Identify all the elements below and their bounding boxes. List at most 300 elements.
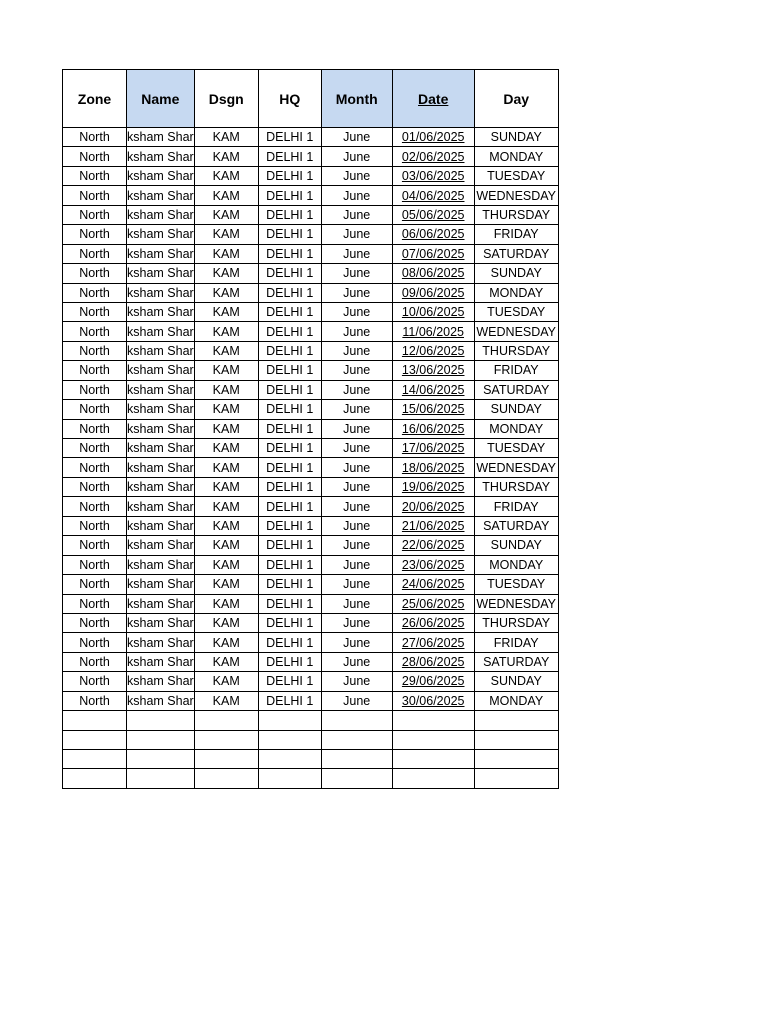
cell-dsgn[interactable]: KAM [194, 205, 258, 224]
cell-hq[interactable]: DELHI 1 [258, 497, 321, 516]
cell-name[interactable] [127, 672, 195, 691]
cell-day[interactable]: TUESDAY [474, 575, 558, 594]
cell-day[interactable]: SUNDAY [474, 536, 558, 555]
cell-date-text: 26/06/2025 [401, 616, 465, 631]
cell-day[interactable] [474, 711, 558, 730]
cell-date-text: 02/06/2025 [401, 149, 465, 164]
cell-day[interactable]: THURSDAY [474, 341, 558, 360]
cell-zone[interactable]: North [63, 166, 127, 185]
cell-date-text: 28/06/2025 [401, 655, 465, 670]
cell-day[interactable] [474, 769, 558, 788]
cell-hq[interactable] [258, 730, 321, 749]
cell-date-text: 24/06/2025 [401, 577, 465, 592]
cell-day[interactable]: FRIDAY [474, 497, 558, 516]
table-row [63, 400, 559, 419]
cell-day[interactable]: WEDNESDAY [474, 458, 558, 477]
header-zone[interactable]: Zone [63, 70, 127, 128]
cell-month[interactable]: June [321, 400, 392, 419]
cell-month[interactable]: June [321, 516, 392, 535]
cell-dsgn[interactable]: KAM [194, 672, 258, 691]
cell-hq[interactable]: DELHI 1 [258, 361, 321, 380]
cell-hq[interactable] [258, 750, 321, 769]
table-row [63, 341, 559, 360]
cell-name-text: ksham Shar [127, 402, 194, 417]
cell-day[interactable]: FRIDAY [474, 225, 558, 244]
cell-zone[interactable]: North [63, 186, 127, 205]
table-row [63, 302, 559, 321]
cell-zone[interactable]: North [63, 555, 127, 574]
cell-zone[interactable]: North [63, 594, 127, 613]
cell-zone[interactable]: North [63, 264, 127, 283]
cell-date-text: 20/06/2025 [401, 499, 465, 514]
cell-name[interactable] [127, 555, 195, 574]
cell-date[interactable] [392, 633, 474, 652]
cell-date[interactable] [392, 672, 474, 691]
cell-date[interactable] [392, 750, 474, 769]
cell-month[interactable]: June [321, 439, 392, 458]
cell-hq[interactable]: DELHI 1 [258, 225, 321, 244]
cell-zone[interactable]: North [63, 575, 127, 594]
cell-zone[interactable] [63, 730, 127, 749]
cell-dsgn[interactable]: KAM [194, 575, 258, 594]
cell-name[interactable] [127, 594, 195, 613]
cell-name[interactable] [127, 497, 195, 516]
spreadsheet-sheet [62, 69, 559, 789]
cell-hq[interactable]: DELHI 1 [258, 400, 321, 419]
cell-month[interactable]: June [321, 691, 392, 710]
cell-name[interactable] [127, 244, 195, 263]
cell-zone[interactable] [63, 711, 127, 730]
cell-hq[interactable]: DELHI 1 [258, 302, 321, 321]
cell-hq[interactable]: DELHI 1 [258, 477, 321, 496]
cell-date-text: 10/06/2025 [401, 305, 465, 320]
cell-month[interactable]: June [321, 594, 392, 613]
cell-day[interactable]: TUESDAY [474, 166, 558, 185]
cell-date-text: 03/06/2025 [401, 169, 465, 184]
cell-date[interactable] [392, 769, 474, 788]
cell-day[interactable]: SATURDAY [474, 380, 558, 399]
cell-date[interactable] [392, 419, 474, 438]
cell-date[interactable] [392, 302, 474, 321]
cell-hq[interactable]: DELHI 1 [258, 575, 321, 594]
cell-zone[interactable]: North [63, 672, 127, 691]
cell-zone[interactable]: North [63, 477, 127, 496]
cell-name[interactable] [127, 361, 195, 380]
cell-day[interactable]: WEDNESDAY [474, 594, 558, 613]
cell-date[interactable] [392, 380, 474, 399]
cell-dsgn[interactable]: KAM [194, 400, 258, 419]
cell-hq[interactable]: DELHI 1 [258, 672, 321, 691]
cell-name-text: ksham Shar [127, 344, 194, 359]
cell-name[interactable] [127, 205, 195, 224]
cell-zone[interactable]: North [63, 497, 127, 516]
cell-month[interactable]: June [321, 225, 392, 244]
cell-date[interactable] [392, 652, 474, 671]
cell-name-text: ksham Shar [127, 674, 194, 689]
cell-month[interactable]: June [321, 536, 392, 555]
cell-name[interactable] [127, 147, 195, 166]
table-row [63, 264, 559, 283]
cell-day[interactable]: SUNDAY [474, 264, 558, 283]
cell-zone[interactable]: North [63, 361, 127, 380]
cell-dsgn[interactable]: KAM [194, 264, 258, 283]
cell-dsgn[interactable]: KAM [194, 128, 258, 147]
cell-month[interactable]: June [321, 458, 392, 477]
cell-date[interactable] [392, 341, 474, 360]
cell-zone[interactable]: North [63, 652, 127, 671]
cell-dsgn[interactable]: KAM [194, 166, 258, 185]
cell-date[interactable] [392, 400, 474, 419]
cell-name[interactable] [127, 458, 195, 477]
cell-hq[interactable]: DELHI 1 [258, 186, 321, 205]
cell-hq[interactable]: DELHI 1 [258, 439, 321, 458]
cell-month[interactable] [321, 769, 392, 788]
cell-name-text: ksham Shar [127, 421, 194, 436]
cell-name-text: ksham Shar [127, 285, 194, 300]
cell-date[interactable] [392, 361, 474, 380]
cell-day[interactable]: SUNDAY [474, 128, 558, 147]
cell-day[interactable]: THURSDAY [474, 613, 558, 632]
cell-name-text: ksham Shar [127, 635, 194, 650]
cell-date[interactable] [392, 264, 474, 283]
cell-month[interactable]: June [321, 147, 392, 166]
cell-name-text: ksham Shar [127, 480, 194, 495]
cell-date[interactable] [392, 691, 474, 710]
cell-zone[interactable]: North [63, 458, 127, 477]
table-row [63, 186, 559, 205]
cell-name[interactable] [127, 264, 195, 283]
cell-zone[interactable]: North [63, 516, 127, 535]
cell-zone[interactable]: North [63, 225, 127, 244]
table-row [63, 205, 559, 224]
cell-month[interactable]: June [321, 302, 392, 321]
cell-dsgn[interactable]: KAM [194, 419, 258, 438]
cell-dsgn[interactable]: KAM [194, 225, 258, 244]
cell-name[interactable] [127, 652, 195, 671]
cell-date[interactable] [392, 147, 474, 166]
table-body [63, 128, 559, 789]
cell-zone[interactable]: North [63, 633, 127, 652]
cell-dsgn[interactable] [194, 769, 258, 788]
cell-hq[interactable]: DELHI 1 [258, 166, 321, 185]
cell-hq[interactable]: DELHI 1 [258, 516, 321, 535]
table-row [63, 711, 559, 730]
header-date-label: Date [418, 90, 449, 107]
cell-dsgn[interactable]: KAM [194, 594, 258, 613]
cell-date[interactable] [392, 555, 474, 574]
cell-hq[interactable]: DELHI 1 [258, 555, 321, 574]
cell-hq[interactable]: DELHI 1 [258, 205, 321, 224]
cell-hq[interactable]: DELHI 1 [258, 283, 321, 302]
cell-zone[interactable]: North [63, 400, 127, 419]
cell-dsgn[interactable]: KAM [194, 536, 258, 555]
cell-name[interactable] [127, 477, 195, 496]
cell-hq[interactable]: DELHI 1 [258, 691, 321, 710]
cell-zone[interactable]: North [63, 341, 127, 360]
cell-day[interactable]: MONDAY [474, 419, 558, 438]
cell-dsgn[interactable]: KAM [194, 322, 258, 341]
cell-name[interactable] [127, 711, 195, 730]
cell-hq[interactable] [258, 711, 321, 730]
cell-date-text: 13/06/2025 [401, 363, 465, 378]
cell-name-text: ksham Shar [127, 538, 194, 553]
cell-dsgn[interactable]: KAM [194, 458, 258, 477]
cell-month[interactable]: June [321, 613, 392, 632]
cell-month[interactable]: June [321, 128, 392, 147]
cell-dsgn[interactable]: KAM [194, 555, 258, 574]
cell-hq[interactable]: DELHI 1 [258, 322, 321, 341]
table-row [63, 730, 559, 749]
cell-month[interactable]: June [321, 361, 392, 380]
cell-date-text: 11/06/2025 [402, 324, 465, 339]
cell-zone[interactable]: North [63, 283, 127, 302]
cell-date[interactable] [392, 477, 474, 496]
table-row [63, 497, 559, 516]
cell-month[interactable]: June [321, 497, 392, 516]
cell-zone[interactable]: North [63, 419, 127, 438]
cell-day[interactable]: MONDAY [474, 555, 558, 574]
cell-zone[interactable] [63, 769, 127, 788]
cell-name[interactable] [127, 400, 195, 419]
cell-day[interactable]: FRIDAY [474, 633, 558, 652]
cell-date-text: 16/06/2025 [401, 421, 465, 436]
cell-day[interactable]: WEDNESDAY [474, 186, 558, 205]
cell-month[interactable]: June [321, 322, 392, 341]
cell-day[interactable]: SATURDAY [474, 516, 558, 535]
cell-hq[interactable]: DELHI 1 [258, 613, 321, 632]
cell-dsgn[interactable] [194, 730, 258, 749]
cell-dsgn[interactable]: KAM [194, 186, 258, 205]
cell-dsgn[interactable]: KAM [194, 380, 258, 399]
cell-day[interactable]: WEDNESDAY [474, 322, 558, 341]
cell-day[interactable]: SATURDAY [474, 652, 558, 671]
cell-name[interactable] [127, 439, 195, 458]
cell-month[interactable]: June [321, 672, 392, 691]
cell-name[interactable] [127, 575, 195, 594]
table-row [63, 477, 559, 496]
cell-day[interactable] [474, 750, 558, 769]
cell-name-text: ksham Shar [127, 557, 194, 572]
cell-name[interactable] [127, 341, 195, 360]
cell-month[interactable]: June [321, 555, 392, 574]
cell-name[interactable] [127, 186, 195, 205]
cell-date[interactable] [392, 283, 474, 302]
cell-name-text: ksham Shar [127, 169, 194, 184]
cell-dsgn[interactable]: KAM [194, 283, 258, 302]
cell-hq[interactable]: DELHI 1 [258, 458, 321, 477]
table-row [63, 419, 559, 438]
cell-zone[interactable]: North [63, 322, 127, 341]
cell-hq[interactable]: DELHI 1 [258, 147, 321, 166]
table-row [63, 536, 559, 555]
cell-zone[interactable]: North [63, 439, 127, 458]
cell-date[interactable] [392, 458, 474, 477]
cell-dsgn[interactable]: KAM [194, 439, 258, 458]
cell-day[interactable] [474, 730, 558, 749]
cell-dsgn[interactable]: KAM [194, 652, 258, 671]
cell-dsgn[interactable]: KAM [194, 613, 258, 632]
cell-dsgn[interactable]: KAM [194, 341, 258, 360]
cell-name[interactable] [127, 166, 195, 185]
cell-name[interactable] [127, 691, 195, 710]
cell-name[interactable] [127, 516, 195, 535]
cell-name[interactable] [127, 283, 195, 302]
table-row [63, 147, 559, 166]
cell-date[interactable] [392, 516, 474, 535]
table-row [63, 633, 559, 652]
cell-name-text: ksham Shar [127, 305, 194, 320]
cell-date[interactable] [392, 166, 474, 185]
cell-date[interactable] [392, 711, 474, 730]
cell-date[interactable] [392, 186, 474, 205]
cell-dsgn[interactable]: KAM [194, 516, 258, 535]
cell-date[interactable] [392, 497, 474, 516]
cell-day[interactable]: SUNDAY [474, 400, 558, 419]
cell-hq[interactable]: DELHI 1 [258, 380, 321, 399]
cell-dsgn[interactable]: KAM [194, 361, 258, 380]
cell-dsgn[interactable]: KAM [194, 691, 258, 710]
cell-name-text: ksham Shar [127, 324, 194, 339]
cell-day[interactable]: MONDAY [474, 283, 558, 302]
cell-name[interactable] [127, 730, 195, 749]
cell-zone[interactable]: North [63, 380, 127, 399]
cell-name-text: ksham Shar [127, 246, 194, 261]
cell-month[interactable] [321, 711, 392, 730]
cell-day[interactable]: SUNDAY [474, 672, 558, 691]
cell-date[interactable] [392, 730, 474, 749]
cell-zone[interactable]: North [63, 147, 127, 166]
cell-date[interactable] [392, 322, 474, 341]
cell-month[interactable]: June [321, 244, 392, 263]
cell-hq[interactable]: DELHI 1 [258, 536, 321, 555]
cell-hq[interactable]: DELHI 1 [258, 419, 321, 438]
cell-zone[interactable]: North [63, 613, 127, 632]
cell-name[interactable] [127, 613, 195, 632]
header-name[interactable]: Name [127, 70, 195, 128]
cell-zone[interactable]: North [63, 205, 127, 224]
cell-dsgn[interactable]: KAM [194, 302, 258, 321]
table-row [63, 516, 559, 535]
cell-date[interactable] [392, 613, 474, 632]
cell-date[interactable] [392, 244, 474, 263]
table-row [63, 283, 559, 302]
cell-month[interactable]: June [321, 633, 392, 652]
cell-hq[interactable] [258, 769, 321, 788]
header-row [63, 70, 559, 128]
cell-name-text: ksham Shar [127, 130, 194, 145]
cell-month[interactable]: June [321, 186, 392, 205]
cell-month[interactable]: June [321, 264, 392, 283]
cell-date[interactable] [392, 594, 474, 613]
cell-name-text: ksham Shar [127, 499, 194, 514]
cell-hq[interactable]: DELHI 1 [258, 341, 321, 360]
cell-date[interactable] [392, 205, 474, 224]
header-hq[interactable]: HQ [258, 70, 321, 128]
cell-day[interactable]: MONDAY [474, 691, 558, 710]
cell-day[interactable]: MONDAY [474, 147, 558, 166]
cell-name[interactable] [127, 769, 195, 788]
cell-zone[interactable]: North [63, 691, 127, 710]
cell-dsgn[interactable] [194, 711, 258, 730]
cell-dsgn[interactable]: KAM [194, 633, 258, 652]
cell-month[interactable] [321, 730, 392, 749]
cell-hq[interactable]: DELHI 1 [258, 594, 321, 613]
cell-name[interactable] [127, 380, 195, 399]
cell-zone[interactable]: North [63, 536, 127, 555]
cell-date[interactable] [392, 225, 474, 244]
cell-month[interactable]: June [321, 205, 392, 224]
cell-name[interactable] [127, 128, 195, 147]
cell-day[interactable]: TUESDAY [474, 302, 558, 321]
cell-month[interactable] [321, 750, 392, 769]
cell-name-text: ksham Shar [127, 266, 194, 281]
cell-date[interactable] [392, 536, 474, 555]
cell-month[interactable]: June [321, 341, 392, 360]
cell-zone[interactable]: North [63, 128, 127, 147]
cell-day[interactable]: SATURDAY [474, 244, 558, 263]
cell-name[interactable] [127, 322, 195, 341]
cell-hq[interactable]: DELHI 1 [258, 633, 321, 652]
cell-zone[interactable]: North [63, 302, 127, 321]
cell-name-text: ksham Shar [127, 207, 194, 222]
cell-dsgn[interactable]: KAM [194, 147, 258, 166]
cell-date[interactable] [392, 575, 474, 594]
cell-dsgn[interactable]: KAM [194, 477, 258, 496]
cell-dsgn[interactable]: KAM [194, 244, 258, 263]
cell-name[interactable] [127, 302, 195, 321]
cell-dsgn[interactable] [194, 750, 258, 769]
cell-name[interactable] [127, 633, 195, 652]
cell-name-text: ksham Shar [127, 577, 194, 592]
cell-zone[interactable]: North [63, 244, 127, 263]
cell-month[interactable]: June [321, 380, 392, 399]
cell-name-text: ksham Shar [127, 363, 194, 378]
cell-date[interactable] [392, 439, 474, 458]
table-row [63, 555, 559, 574]
cell-date-text: 12/06/2025 [401, 344, 465, 359]
cell-zone[interactable] [63, 750, 127, 769]
header-dsgn[interactable]: Dsgn [194, 70, 258, 128]
cell-hq[interactable]: DELHI 1 [258, 264, 321, 283]
cell-hq[interactable]: DELHI 1 [258, 244, 321, 263]
table-row [63, 594, 559, 613]
cell-day[interactable]: FRIDAY [474, 361, 558, 380]
cell-month[interactable]: June [321, 575, 392, 594]
cell-month[interactable]: June [321, 283, 392, 302]
cell-name[interactable] [127, 419, 195, 438]
cell-month[interactable]: June [321, 477, 392, 496]
cell-hq[interactable]: DELHI 1 [258, 128, 321, 147]
cell-day[interactable]: TUESDAY [474, 439, 558, 458]
cell-hq[interactable]: DELHI 1 [258, 652, 321, 671]
cell-day[interactable]: THURSDAY [474, 477, 558, 496]
cell-month[interactable]: June [321, 166, 392, 185]
cell-name[interactable] [127, 536, 195, 555]
cell-month[interactable]: June [321, 652, 392, 671]
cell-day[interactable]: THURSDAY [474, 205, 558, 224]
cell-name[interactable] [127, 225, 195, 244]
cell-name-text: ksham Shar [127, 596, 194, 611]
header-date[interactable] [392, 70, 474, 128]
header-day[interactable]: Day [474, 70, 558, 128]
table-row [63, 128, 559, 147]
header-month[interactable]: Month [321, 70, 392, 128]
cell-date-text: 21/06/2025 [401, 518, 465, 533]
cell-month[interactable]: June [321, 419, 392, 438]
cell-name[interactable] [127, 750, 195, 769]
cell-dsgn[interactable]: KAM [194, 497, 258, 516]
cell-date[interactable] [392, 128, 474, 147]
